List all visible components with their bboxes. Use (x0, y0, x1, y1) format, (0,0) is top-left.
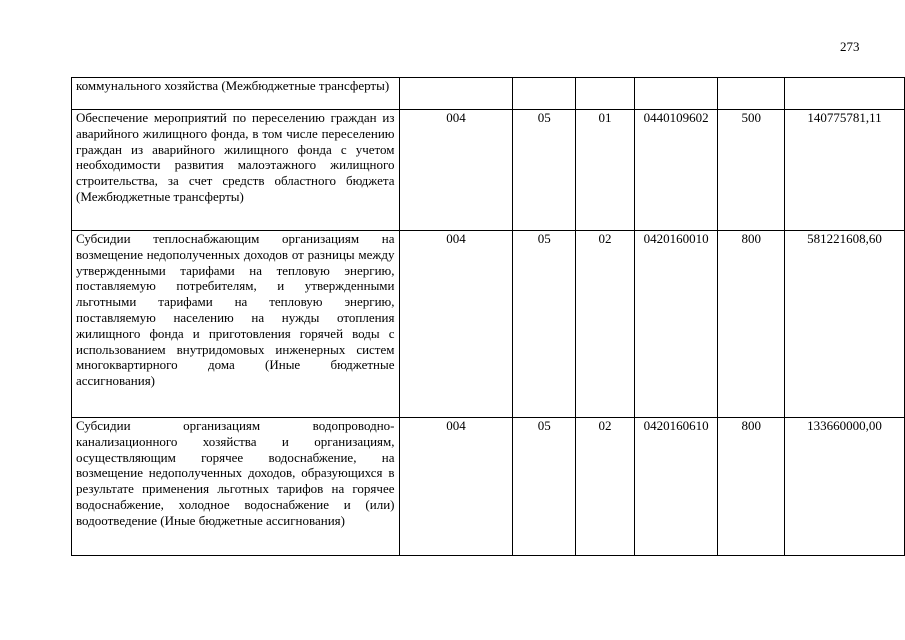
section-code-cell: 05 (513, 418, 576, 556)
amount-cell: 133660000,00 (785, 418, 905, 556)
expense-type-cell: 800 (718, 231, 785, 418)
row-description: Обеспечение мероприятий по переселению граждан из аварийного жилищного фонда, в том числе переселению граждан из аварийного жилищного фонда с учетом необходимости развития малоэтажного жилищного строительства, за счет средств областного бюджета (Межбюджетные трансферты) (72, 110, 400, 231)
subsection-code-cell: 01 (576, 110, 635, 231)
expense-type-cell: 500 (718, 110, 785, 231)
table-row (72, 110, 905, 231)
subsection-code-cell (576, 78, 635, 110)
target-article-cell (634, 78, 717, 110)
admin-code-cell: 004 (399, 418, 513, 556)
page-number: 273 (840, 39, 860, 54)
admin-code-cell (399, 78, 513, 110)
amount-cell: 581221608,60 (785, 231, 905, 418)
table-row (72, 418, 905, 556)
admin-code-cell: 004 (399, 110, 513, 231)
expense-type-cell (718, 78, 785, 110)
target-article-cell: 0420160610 (634, 418, 717, 556)
section-code-cell (513, 78, 576, 110)
amount-cell: 140775781,11 (785, 110, 905, 231)
target-article-cell: 0440109602 (634, 110, 717, 231)
admin-code-cell: 004 (399, 231, 513, 418)
target-article-cell: 0420160010 (634, 231, 717, 418)
subsection-code-cell: 02 (576, 418, 635, 556)
subsection-code-cell: 02 (576, 231, 635, 418)
amount-cell (785, 78, 905, 110)
section-code-cell: 05 (513, 231, 576, 418)
table-row (72, 78, 905, 110)
row-description: Субсидии теплоснабжающим организациям на возмещение недополученных доходов от разницы между утвержденными тарифами на тепловую энергию, поставляемую потребителям, и утвержденными льготными тарифами на тепловую энергию, поставляемую населению на нужды отопления жилищного фонда и приготовления горячей воды с использованием внутридомовых инженерных систем многоквартирного дома (Иные бюджетные ассигнования) (72, 231, 400, 418)
row-description: Субсидии организациям водопроводно-канализационного хозяйства и организациям, осуществляющим горячее водоснабжение, на возмещение недополученных доходов, образующихся в результате применения льготных тарифов на горячее водоснабжение, холодное водоснабжение и (или) водоотведение (Иные бюджетные ассигнования) (72, 418, 400, 556)
row-description: коммунального хозяйства (Межбюджетные трансферты) (72, 78, 400, 110)
section-code-cell: 05 (513, 110, 576, 231)
expense-type-cell: 800 (718, 418, 785, 556)
table-row (72, 231, 905, 418)
budget-table (71, 77, 905, 556)
